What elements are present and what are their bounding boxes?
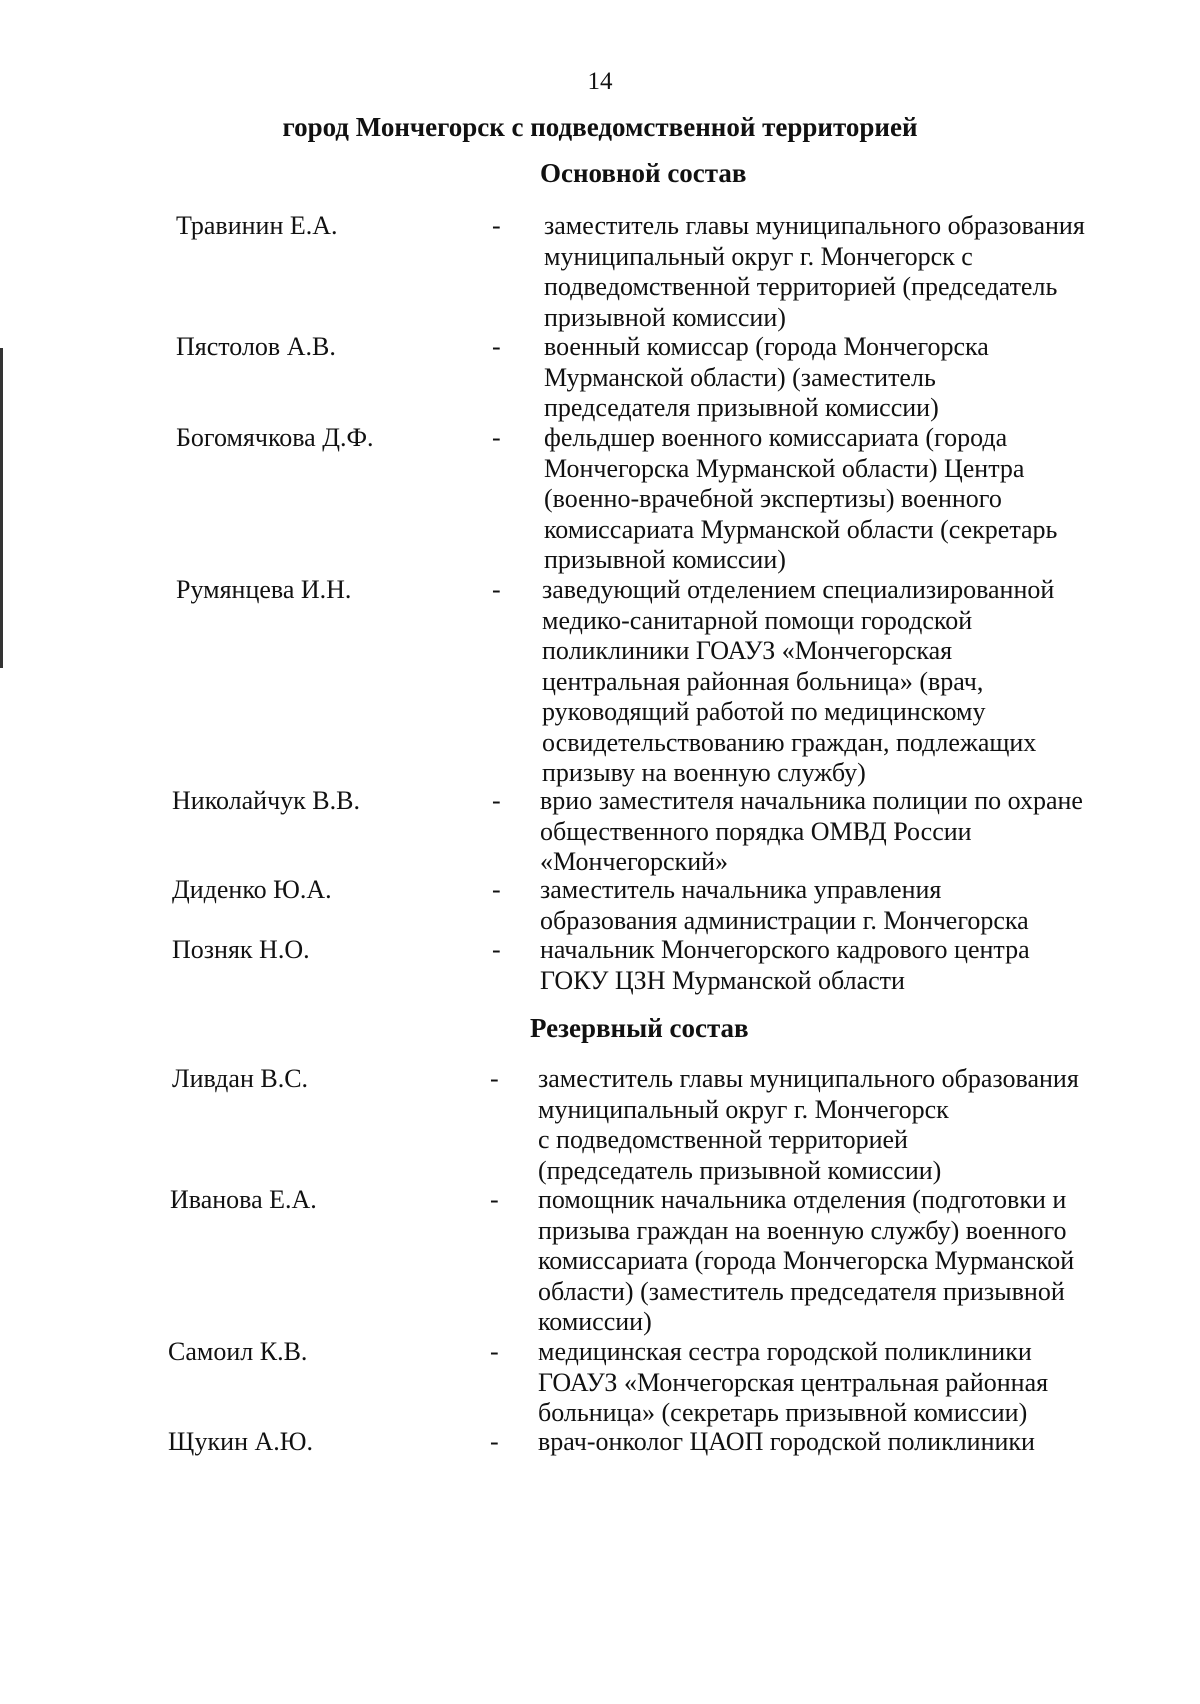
member-name: Николайчук В.В.: [172, 786, 360, 815]
dash-separator: -: [492, 211, 501, 240]
member-name: Щукин А.Ю.: [168, 1427, 314, 1456]
member-role: начальник Мончегорского кадрового центра ГОКУ ЦЗН Мурманской области: [540, 935, 1030, 995]
member-name: Иванова Е.А.: [170, 1185, 317, 1214]
member-role: помощник начальника отделения (подготовки и призыва граждан на военную службу) военного комиссариата (города Мончегорска Мурманской области) (заместитель председателя призывной комиссии): [538, 1185, 1075, 1336]
dash-separator: -: [492, 875, 501, 904]
member-name: Травинин Е.А.: [176, 211, 338, 240]
member-role: военный комиссар (города Мончегорска Мурманской области) (заместитель председателя призывной комиссии): [544, 332, 989, 422]
page-number: 14: [587, 68, 613, 95]
dash-separator: -: [492, 575, 501, 604]
dash-separator: -: [492, 423, 501, 452]
page-title: город Мончегорск с подведомственной территорией: [282, 112, 918, 142]
member-name: Румянцева И.Н.: [176, 575, 352, 604]
member-name: Позняк Н.О.: [172, 935, 310, 964]
dash-separator: -: [490, 1185, 499, 1214]
member-name: Диденко Ю.А.: [172, 875, 332, 904]
member-role: заместитель главы муниципального образования муниципальный округ г. Мончегорск с подведомственной территорией (председатель призывной комиссии): [544, 211, 1085, 332]
dash-separator: -: [492, 935, 501, 964]
dash-separator: -: [490, 1427, 499, 1456]
member-role: медицинская сестра городской поликлиники ГОАУЗ «Мончегорская центральная районная больница» (секретарь призывной комиссии): [538, 1337, 1049, 1427]
member-name: Самоил К.В.: [168, 1337, 308, 1366]
dash-separator: -: [490, 1337, 499, 1366]
member-role: врач-онколог ЦАОП городской поликлиники: [538, 1427, 1035, 1456]
member-role: врио заместителя начальника полиции по охране общественного порядка ОМВД России «Мончегорский»: [540, 786, 1083, 876]
member-name: Пястолов А.В.: [176, 332, 336, 361]
dash-separator: -: [492, 332, 501, 361]
member-name: Ливдан В.С.: [172, 1064, 309, 1093]
member-role: заместитель главы муниципального образования муниципальный округ г. Мончегорск с подведомственной территорией (председатель призывной комиссии): [538, 1064, 1079, 1185]
dash-separator: -: [492, 786, 501, 815]
member-name: Богомячкова Д.Ф.: [176, 423, 374, 452]
member-role: заведующий отделением специализированной медико-санитарной помощи городской поликлиники ГОАУЗ «Мончегорская центральная районная больница» (врач, руководящий работой по медицинскому освидетельствованию граждан, подлежащих призыву на военную службу): [542, 575, 1055, 787]
dash-separator: -: [490, 1064, 499, 1093]
member-role: фельдшер военного комиссариата (города Мончегорска Мурманской области) Центра (военно-врачебной экспертизы) военного комиссариата Мурманской области (секретарь призывной комиссии): [544, 423, 1058, 574]
main-section-heading: Основной состав: [540, 158, 747, 188]
reserve-section-heading: Резервный состав: [530, 1013, 749, 1043]
scan-margin-mark: [0, 348, 3, 668]
member-role: заместитель начальника управления образования администрации г. Мончегорска: [540, 875, 1029, 935]
